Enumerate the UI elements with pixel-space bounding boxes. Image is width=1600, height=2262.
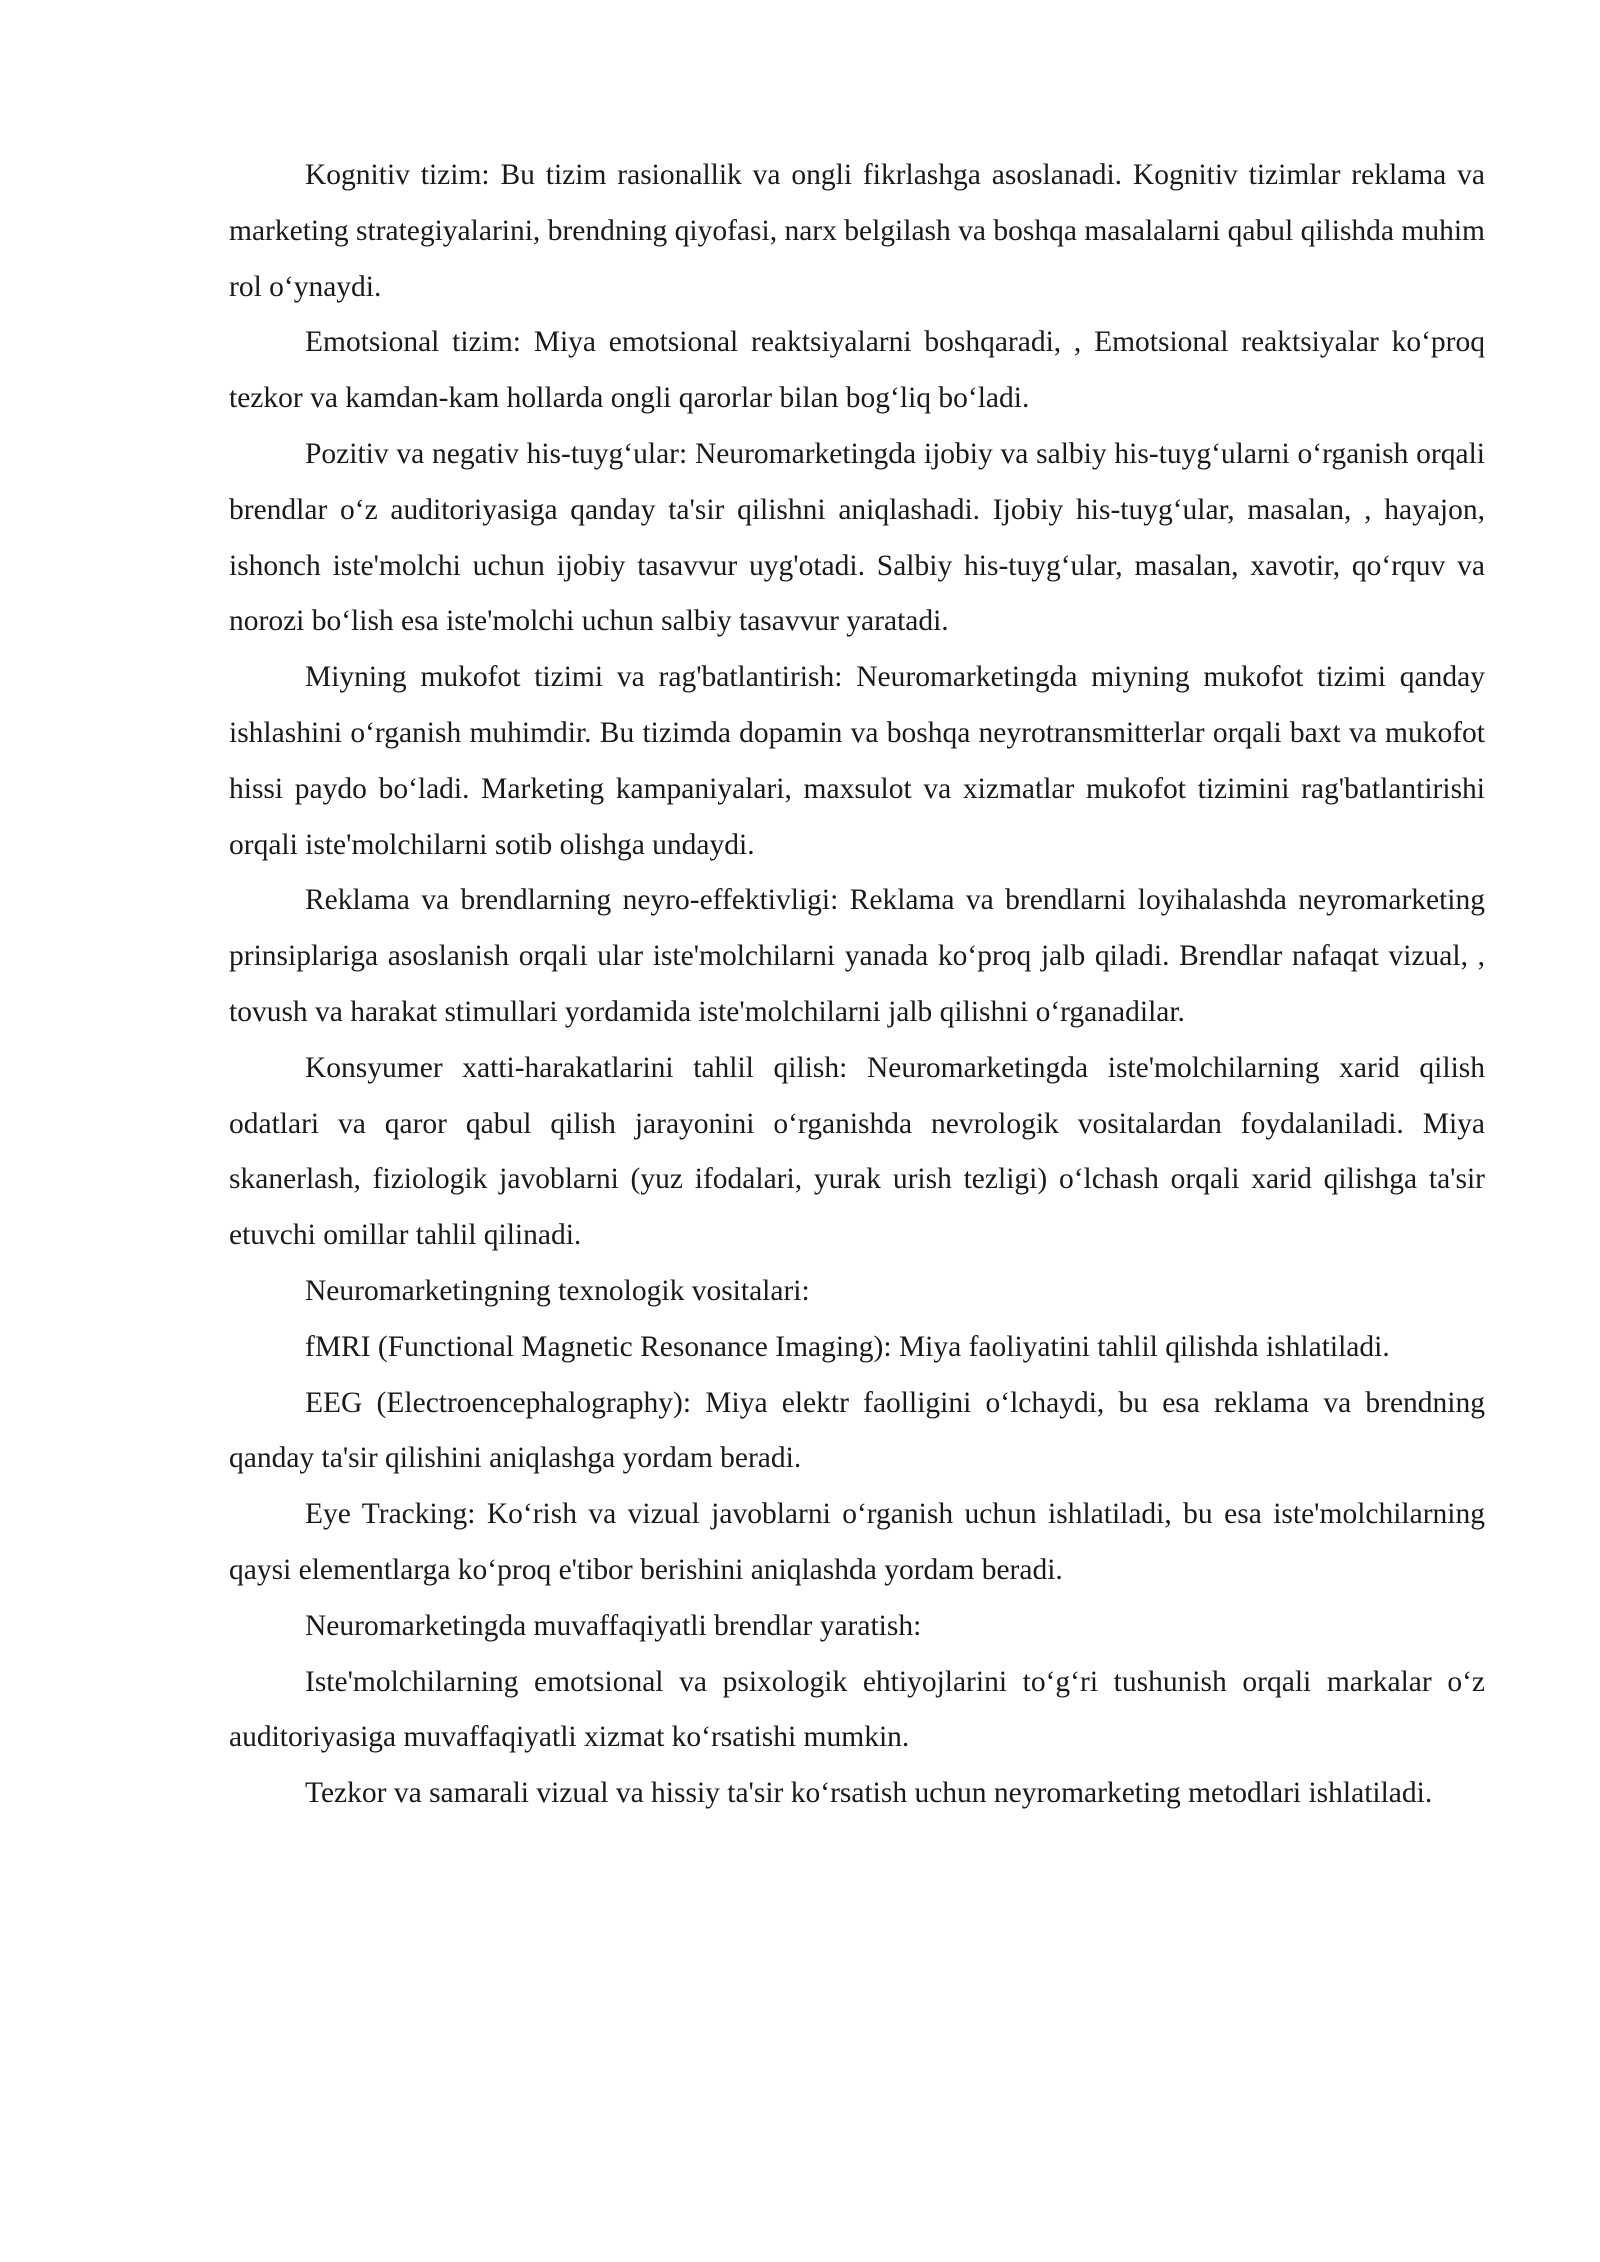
paragraph-konsyumer-tahlil: Konsyumer xatti-harakatlarini tahlil qilish: Neuromarketingda iste'molchilarning xarid qilish odatlari va qaror qabul qilish jarayonini oʻrganishda nevrologik vositalardan foydalaniladi. Miya skanerlash, fiziologik javoblarni (yuz ifodalari, yurak urish tezligi) oʻlchash orqali xarid qilishga ta'sir etuvchi omillar tahlil qilinadi. bbox=[229, 1051, 1485, 1252]
paragraph-texnologik-vositalar: Neuromarketingning texnologik vositalari: bbox=[305, 1274, 810, 1307]
paragraph-brendlar-yaratish: Neuromarketingda muvaffaqiyatli brendlar yaratish: bbox=[305, 1609, 922, 1642]
paragraph-tezkor-tasir: Tezkor va samarali vizual va hissiy ta'sir koʻrsatish uchun neyromarketing metodlari ishlatiladi. bbox=[305, 1777, 1433, 1810]
paragraph-fmri: fMRI (Functional Magnetic Resonance Imaging): Miya faoliyatini tahlil qilishda ishlatiladi. bbox=[305, 1330, 1390, 1363]
paragraph-neyro-effektivlik: Reklama va brendlarning neyro-effektivligi: Reklama va brendlarni loyihalashda neyromarketing prinsiplariga asoslanish orqali ular iste'molchilarni yanada koʻproq jalb qiladi. Brendlar nafaqat vizual, , tovush va harakat stimullari yordamida iste'molchilarni jalb qilishni oʻrganadilar. bbox=[229, 884, 1485, 1028]
document-page bbox=[229, 148, 1485, 1822]
paragraph-eye-tracking: Eye Tracking: Koʻrish va vizual javoblarni oʻrganish uchun ishlatiladi, bu esa iste'molchilarning qaysi elementlarga koʻproq e'tibor berishini aniqlashda yordam beradi. bbox=[229, 1498, 1485, 1586]
paragraph-pozitiv-negativ: Pozitiv va negativ his-tuygʻular: Neuromarketingda ijobiy va salbiy his-tuygʻularni oʻrganish orqali brendlar oʻz auditoriyasiga qanday ta'sir qilishni aniqlashadi. Ijobiy his-tuygʻular, masalan, , hayajon, ishonch iste'molchi uchun ijobiy tasavvur uyg'otadi. Salbiy his-tuygʻular, masalan, xavotir, qoʻrquv va norozi boʻlish esa iste'molchi uchun salbiy tasavvur yaratadi. bbox=[229, 437, 1485, 638]
paragraph-eeg: EEG (Electroencephalography): Miya elektr faolligini oʻlchaydi, bu esa reklama va brendning qanday ta'sir qilishini aniqlashga yordam beradi. bbox=[229, 1386, 1485, 1475]
paragraph-emotsional-tizim: Emotsional tizim: Miya emotsional reaktsiyalarni boshqaradi, , Emotsional reaktsiyalar koʻproq tezkor va kamdan-kam hollarda ongli qarorlar bilan bogʻliq boʻladi. bbox=[229, 326, 1485, 415]
paragraph-istemolchi-ehtiyojlari: Iste'molchilarning emotsional va psixologik ehtiyojlarini toʻgʻri tushunish orqali markalar oʻz auditoriyasiga muvaffaqiyatli xizmat koʻrsatishi mumkin. bbox=[229, 1665, 1485, 1754]
paragraph-kognitiv-tizim: Kognitiv tizim: Bu tizim rasionallik va ongli fikrlashga asoslanadi. Kognitiv tizimlar reklama va marketing strategiyalarini, brendning qiyofasi, narx belgilash va boshqa masalalarni qabul qilishda muhim rol oʻynaydi. bbox=[229, 159, 1485, 303]
paragraph-mukofot-tizimi: Miyning mukofot tizimi va rag'batlantirish: Neuromarketingda miyning mukofot tizimi qanday ishlashini oʻrganish muhimdir. Bu tizimda dopamin va boshqa neyrotransmitterlar orqali baxt va mukofot hissi paydo boʻladi. Marketing kampaniyalari, maxsulot va xizmatlar mukofot tizimini rag'batlantirishi orqali iste'molchilarni sotib olishga undaydi. bbox=[229, 661, 1485, 861]
